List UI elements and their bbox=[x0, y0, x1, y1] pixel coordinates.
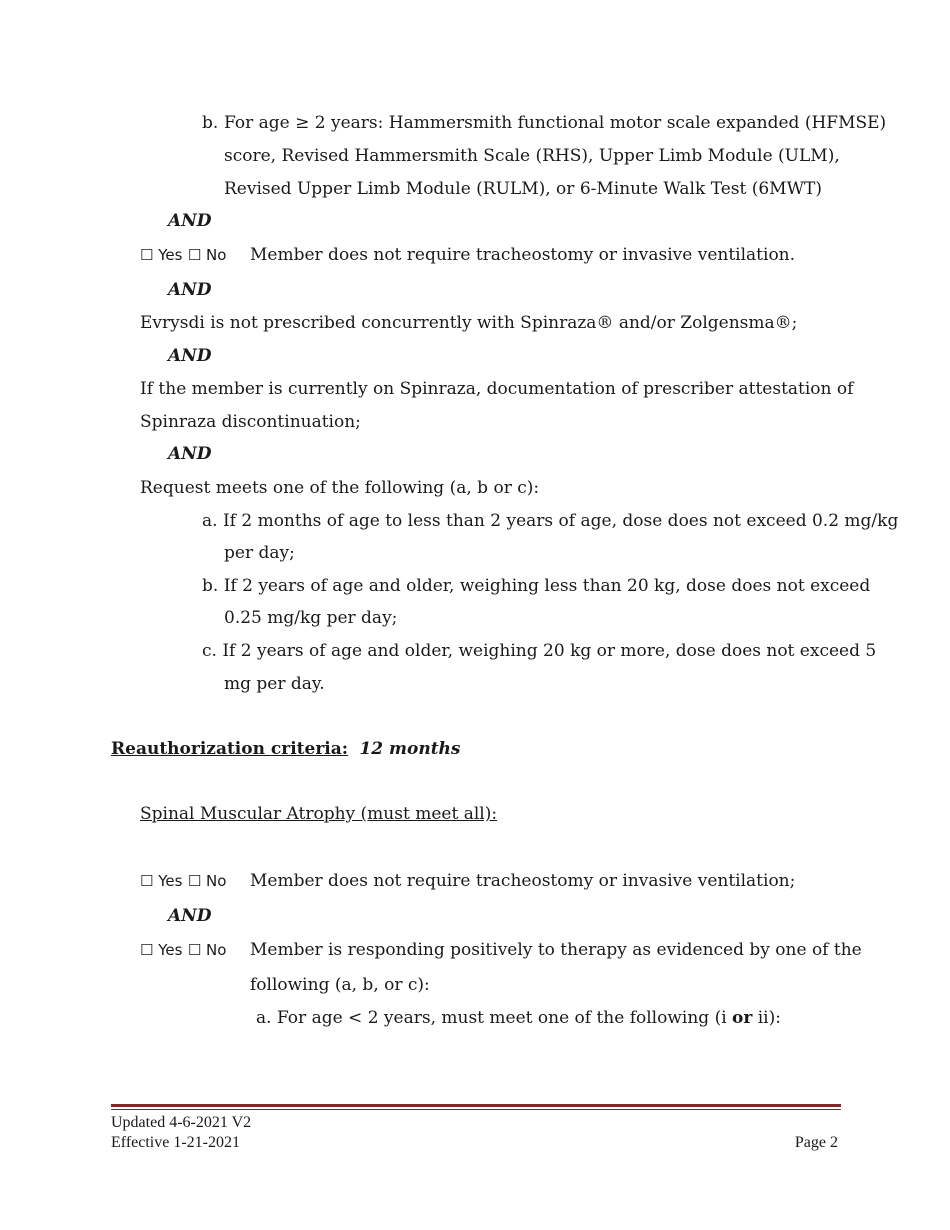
yes-checkbox[interactable]: ☐ Yes bbox=[140, 246, 183, 264]
footer-rule-thin bbox=[111, 1109, 841, 1110]
concurrent-criterion: Evrysdi is not prescribed concurrently with Spinraza® and/or Zolgensma®; bbox=[140, 313, 798, 333]
no-checkbox[interactable]: ☐ No bbox=[187, 941, 227, 959]
dose-item-b-line-2: 0.25 mg/kg per day; bbox=[224, 608, 398, 628]
item-b-marker: b. bbox=[202, 113, 219, 133]
dose-item-b-line-1: b. If 2 years of age and older, weighing less than 20 kg, dose does not exceed bbox=[202, 576, 871, 596]
reauth-tracheostomy-question: Member does not require tracheostomy or invasive ventilation; bbox=[250, 871, 796, 891]
item-b-line-3: Revised Upper Limb Module (RULM), or 6-Minute Walk Test (6MWT) bbox=[224, 179, 823, 199]
responding-question-line-2: following (a, b, or c): bbox=[250, 975, 430, 995]
and-connector: AND bbox=[168, 444, 212, 464]
and-connector: AND bbox=[168, 346, 212, 366]
page-number: Page 2 bbox=[794, 1134, 838, 1151]
and-connector: AND bbox=[168, 211, 212, 231]
no-checkbox[interactable]: ☐ No bbox=[187, 872, 227, 890]
and-connector: AND bbox=[168, 280, 212, 300]
yes-no-checkbox-group[interactable] bbox=[140, 939, 226, 961]
yes-checkbox[interactable]: ☐ Yes bbox=[140, 872, 183, 890]
dose-item-a-line-2: per day; bbox=[224, 543, 295, 563]
reauth-subheading: Spinal Muscular Atrophy (must meet all): bbox=[140, 804, 498, 824]
item-b-line-1: For age ≥ 2 years: Hammersmith functional motor scale expanded (HFMSE) bbox=[224, 113, 887, 133]
and-connector: AND bbox=[168, 906, 212, 926]
yes-checkbox[interactable]: ☐ Yes bbox=[140, 941, 183, 959]
no-checkbox[interactable]: ☐ No bbox=[187, 246, 227, 264]
item-b-line-2: score, Revised Hammersmith Scale (RHS), Upper Limb Module (ULM), bbox=[224, 146, 840, 166]
reauth-item-a: a. For age < 2 years, must meet one of the following (i or ii): bbox=[256, 1008, 781, 1028]
spinraza-line-1: If the member is currently on Spinraza, documentation of prescriber attestation of bbox=[140, 379, 854, 399]
footer-updated: Updated 4-6-2021 V2 bbox=[111, 1114, 252, 1131]
footer-rule bbox=[111, 1104, 841, 1107]
responding-question-line-1: Member is responding positively to therapy as evidenced by one of the bbox=[250, 940, 862, 960]
reauth-heading-row bbox=[111, 738, 460, 760]
dose-item-c-line-2: mg per day. bbox=[224, 674, 325, 694]
dose-item-a-line-1: a. If 2 months of age to less than 2 years of age, dose does not exceed 0.2 mg/kg bbox=[202, 511, 899, 531]
reauth-heading: Reauthorization criteria: bbox=[111, 739, 349, 759]
yes-no-checkbox-group[interactable] bbox=[140, 244, 226, 266]
spinraza-line-2: Spinraza discontinuation; bbox=[140, 412, 361, 432]
tracheostomy-question: Member does not require tracheostomy or invasive ventilation. bbox=[250, 245, 796, 265]
footer-effective: Effective 1-21-2021 bbox=[111, 1134, 240, 1151]
reauth-duration: 12 months bbox=[359, 739, 461, 759]
request-intro: Request meets one of the following (a, b or c): bbox=[140, 478, 540, 498]
dose-item-c-line-1: c. If 2 years of age and older, weighing 20 kg or more, dose does not exceed 5 bbox=[202, 641, 877, 661]
yes-no-checkbox-group[interactable] bbox=[140, 870, 226, 892]
